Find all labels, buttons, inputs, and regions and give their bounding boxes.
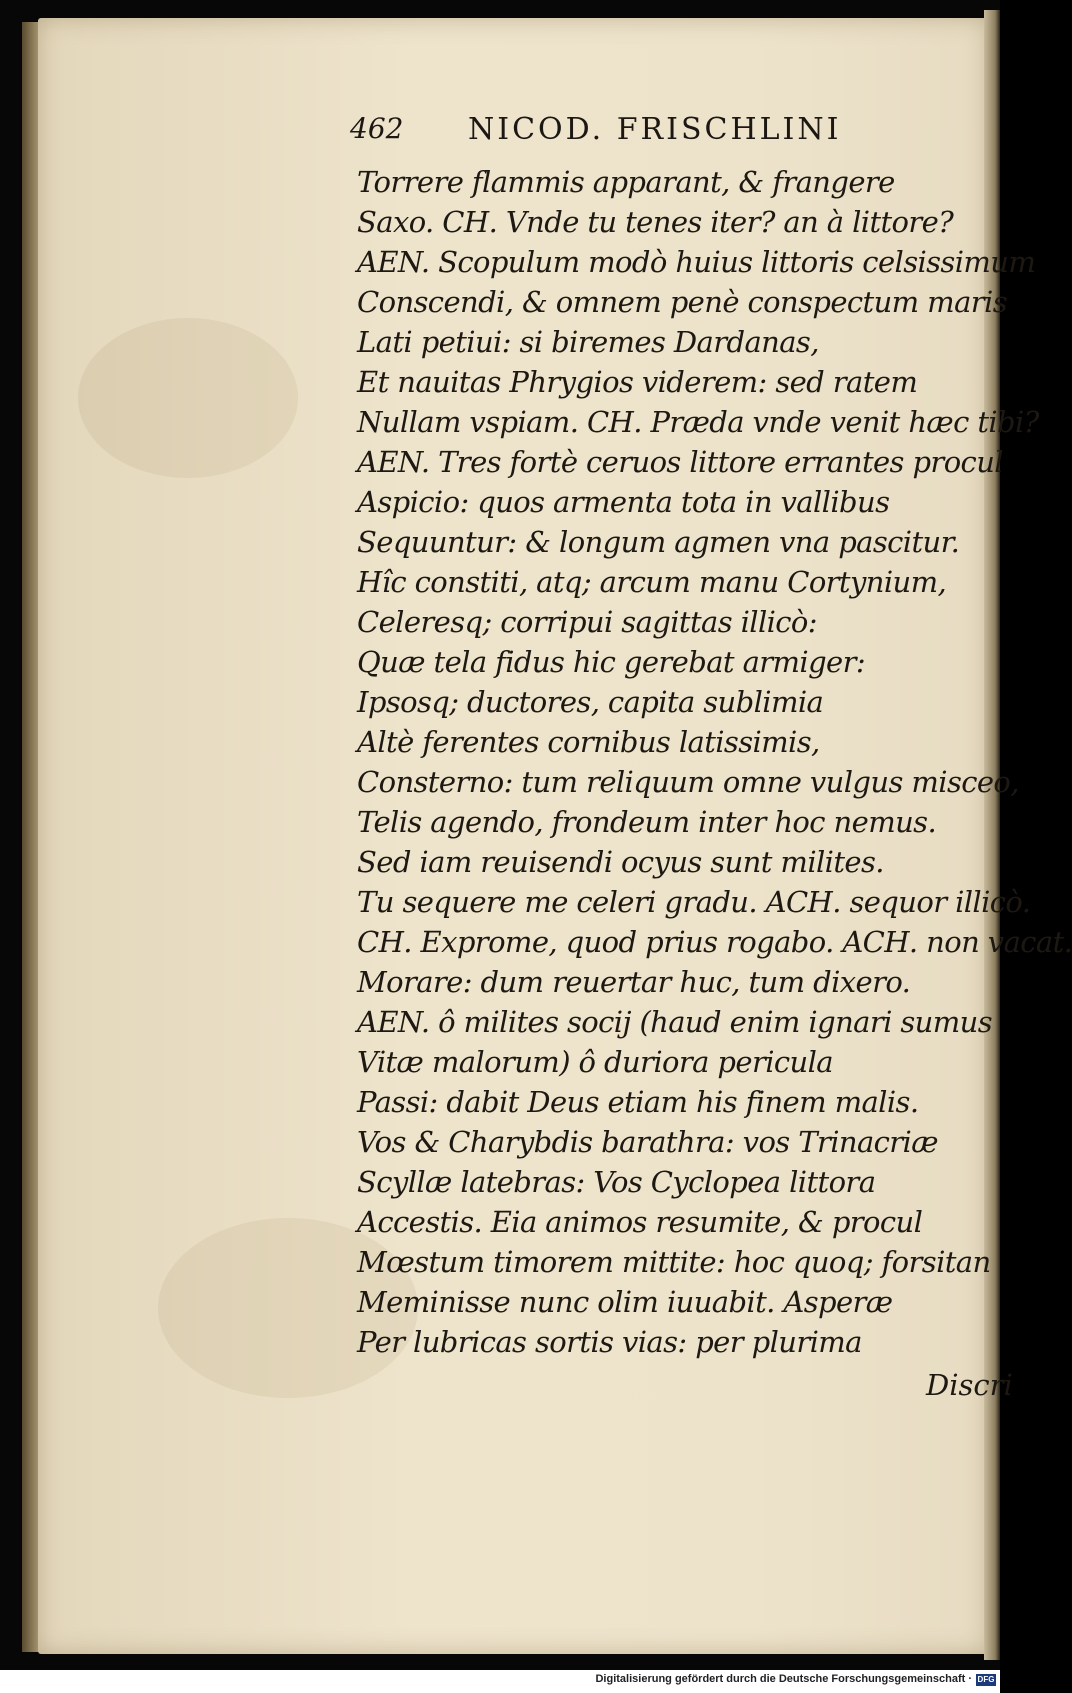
text-line: Aspicio: quos armenta tota in vallibus (357, 485, 890, 519)
text-line: Sed iam reuisendi ocyus sunt milites. (357, 845, 884, 879)
text-line: Nullam vspiam. CH. Præda vnde venit hæc tibi? (357, 405, 1039, 439)
text-line: Et nauitas Phrygios viderem: sed ratem (357, 365, 918, 399)
verse-text (357, 162, 1072, 1362)
text-line: Celeresq; corripui sagittas illicò: (357, 605, 817, 639)
text-line: Torrere flammis apparant, & frangere (357, 165, 895, 199)
text-line: Vos & Charybdis barathra: vos Trinacriæ (357, 1125, 938, 1159)
text-line: CH. Exprome, quod prius rogabo. ACH. non vacat. (357, 925, 1072, 959)
text-line: Ipsosq; ductores, capita sublimia (357, 685, 824, 719)
text-line: Tu sequere me celeri gradu. ACH. sequor illicò. (357, 885, 1031, 919)
text-line: Scyllæ latebras: Vos Cyclopea littora (357, 1165, 876, 1199)
text-line: Morare: dum reuertar huc, tum dixero. (357, 965, 911, 999)
text-line: AEN. Scopulum modò huius littoris celsissimum (357, 245, 1036, 279)
text-line: Lati petiui: si biremes Dardanas, (357, 325, 819, 359)
text-line: Consterno: tum reliquum omne vulgus misceo, (357, 765, 1019, 799)
running-head: NICOD. FRISCHLINI (468, 112, 842, 147)
text-line: Conscendi, & omnem penè conspectum maris (357, 285, 1007, 319)
text-line: Altè ferentes cornibus latissimis, (357, 725, 820, 759)
text-line: Quæ tela fidus hic gerebat armiger: (357, 645, 866, 679)
text-line: AEN. ô milites socij (haud enim ignari sumus (357, 1005, 993, 1039)
text-line: Meminisse nunc olim iuuabit. Asperæ (357, 1285, 893, 1319)
text-line: Vitæ malorum) ô duriora pericula (357, 1045, 833, 1079)
text-line: Per lubricas sortis vias: per plurima (357, 1325, 862, 1359)
catchword: Discri (926, 1368, 1013, 1402)
text-line: Telis agendo, frondeum inter hoc nemus. (357, 805, 937, 839)
text-line: Hîc constiti, atq; arcum manu Cortynium, (357, 565, 947, 599)
text-line: Sequuntur: & longum agmen vna pascitur. (357, 525, 960, 559)
page-number: 462 (350, 112, 404, 145)
digitization-credit: Digitalisierung gefördert durch die Deutsche Forschungsgemeinschaft · (595, 1673, 972, 1685)
text-line: Accestis. Eia animos resumite, & procul (357, 1205, 923, 1239)
paper-stain (78, 318, 298, 478)
text-line: AEN. Tres fortè ceruos littore errantes procul (357, 445, 1003, 479)
text-line: Passi: dabit Deus etiam his finem malis. (357, 1085, 919, 1119)
dfg-logo: DFG (977, 1675, 995, 1684)
page-header (350, 112, 990, 154)
text-line: Mœstum timorem mittite: hoc quoq; forsitan (357, 1245, 991, 1279)
text-line: Saxo. CH. Vnde tu tenes iter? an à littore? (357, 205, 954, 239)
